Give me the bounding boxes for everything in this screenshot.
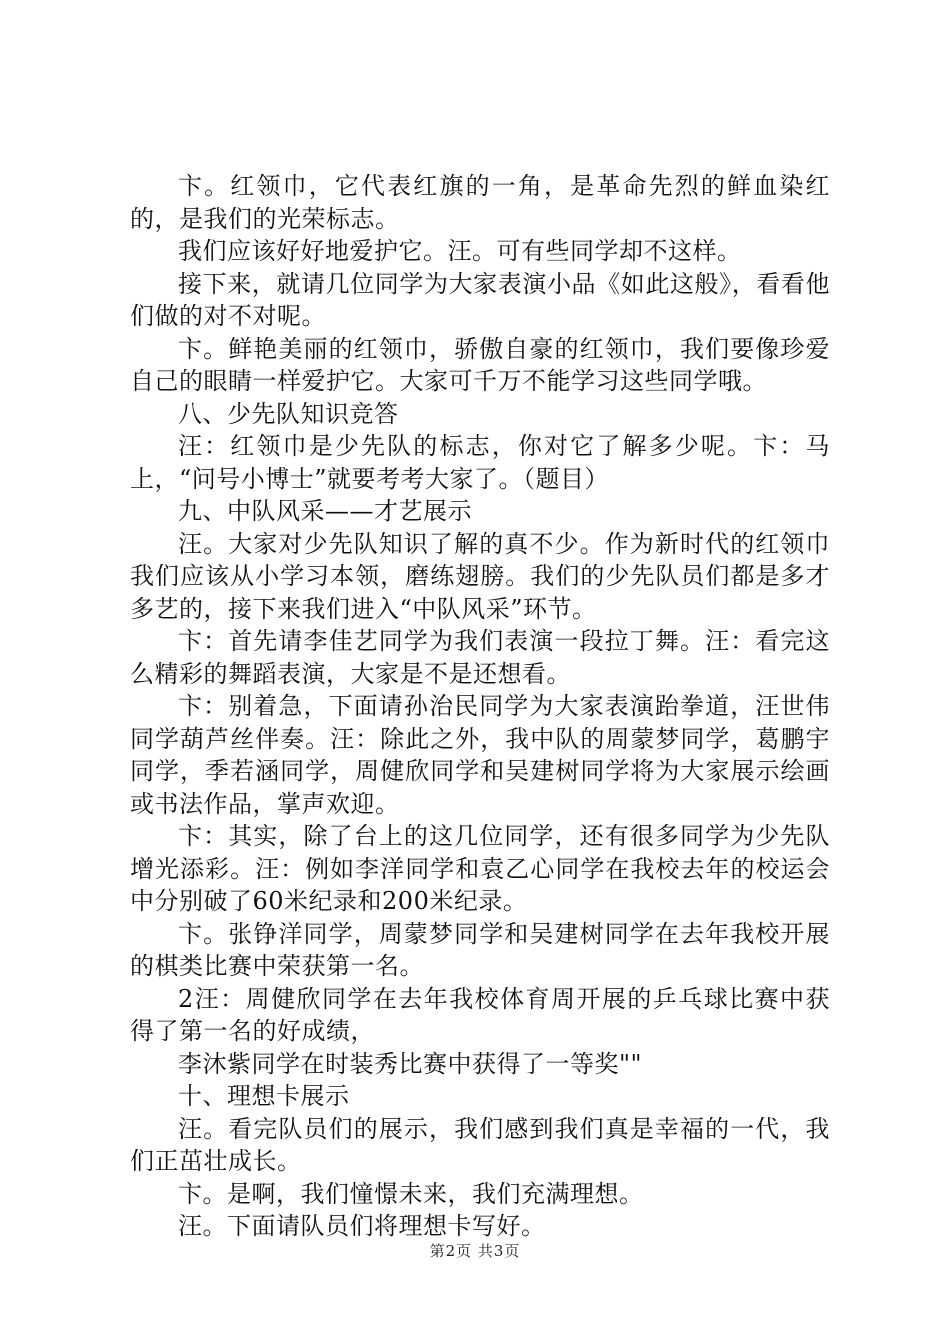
paragraph: 汪。下面请队员们将理想卡写好。 bbox=[178, 1212, 546, 1240]
paragraph: 卞。鲜艳美丽的红领巾，骄傲自豪的红领巾，我们要像珍爱自己的眼睛一样爱护它。大家可千万不能学习这些同学哦。 bbox=[130, 334, 830, 395]
paragraph: 汪：红领巾是少先队的标志，你对它了解多少呢。卞：马上，“问号小博士”就要考考大家了。（题目） bbox=[130, 432, 830, 493]
document-body bbox=[130, 170, 830, 1243]
paragraph: 卞：其实，除了台上的这几位同学，还有很多同学为少先队增光添彩。汪：例如李洋同学和袁乙心同学在我校去年的校运会中分别破了60米纪录和200米纪录。 bbox=[130, 822, 830, 915]
paragraph: 卞：首先请李佳艺同学为我们表演一段拉丁舞。汪：看完这么精彩的舞蹈表演，大家是不是还想看。 bbox=[130, 627, 830, 688]
paragraph: 我们应该好好地爱护它。汪。可有些同学却不这样。 bbox=[178, 237, 742, 265]
paragraph: 李沐紫同学在时装秀比赛中获得了一等奖"" bbox=[178, 1049, 643, 1078]
paragraph: 卞。是啊，我们憧憬未来，我们充满理想。 bbox=[178, 1179, 644, 1208]
section-heading: 十、理想卡展示 bbox=[178, 1082, 350, 1110]
section-heading: 九、中队风采——才艺展示 bbox=[178, 497, 472, 525]
paragraph: 汪。大家对少先队知识了解的真不少。作为新时代的红领巾我们应该从小学习本领，磨练翅膀。我们的少先队员们都是多才多艺的，接下来我们进入“中队风采”环节。 bbox=[130, 529, 830, 623]
paragraph: 汪。看完队员们的展示，我们感到我们真是幸福的一代，我们正茁壮成长。 bbox=[130, 1114, 830, 1175]
paragraph: 2汪：周健欣同学在去年我校体育周开展的乒乓球比赛中获得了第一名的好成绩， bbox=[130, 984, 830, 1045]
section-heading: 八、少先队知识竞答 bbox=[178, 399, 399, 428]
paragraph: 卞：别着急，下面请孙治民同学为大家表演跆拳道，汪世伟同学葫芦丝伴奏。汪：除此之外，我中队的周蒙梦同学，葛鹏宇同学，季若涵同学，周健欣同学和吴建树同学将为大家展示绘画或书法作品，掌声欢迎。 bbox=[130, 692, 830, 818]
page-number-footer: 第2页 共3页 bbox=[429, 1242, 521, 1260]
paragraph: 卞。红领巾，它代表红旗的一角，是革命先烈的鲜血染红的，是我们的光荣标志。 bbox=[130, 172, 830, 233]
paragraph: 卞。张铮洋同学，周蒙梦同学和吴建树同学在去年我校开展的棋类比赛中荣获第一名。 bbox=[130, 919, 830, 980]
paragraph: 接下来，就请几位同学为大家表演小品《如此这般》，看看他们做的对不对呢。 bbox=[130, 269, 830, 330]
